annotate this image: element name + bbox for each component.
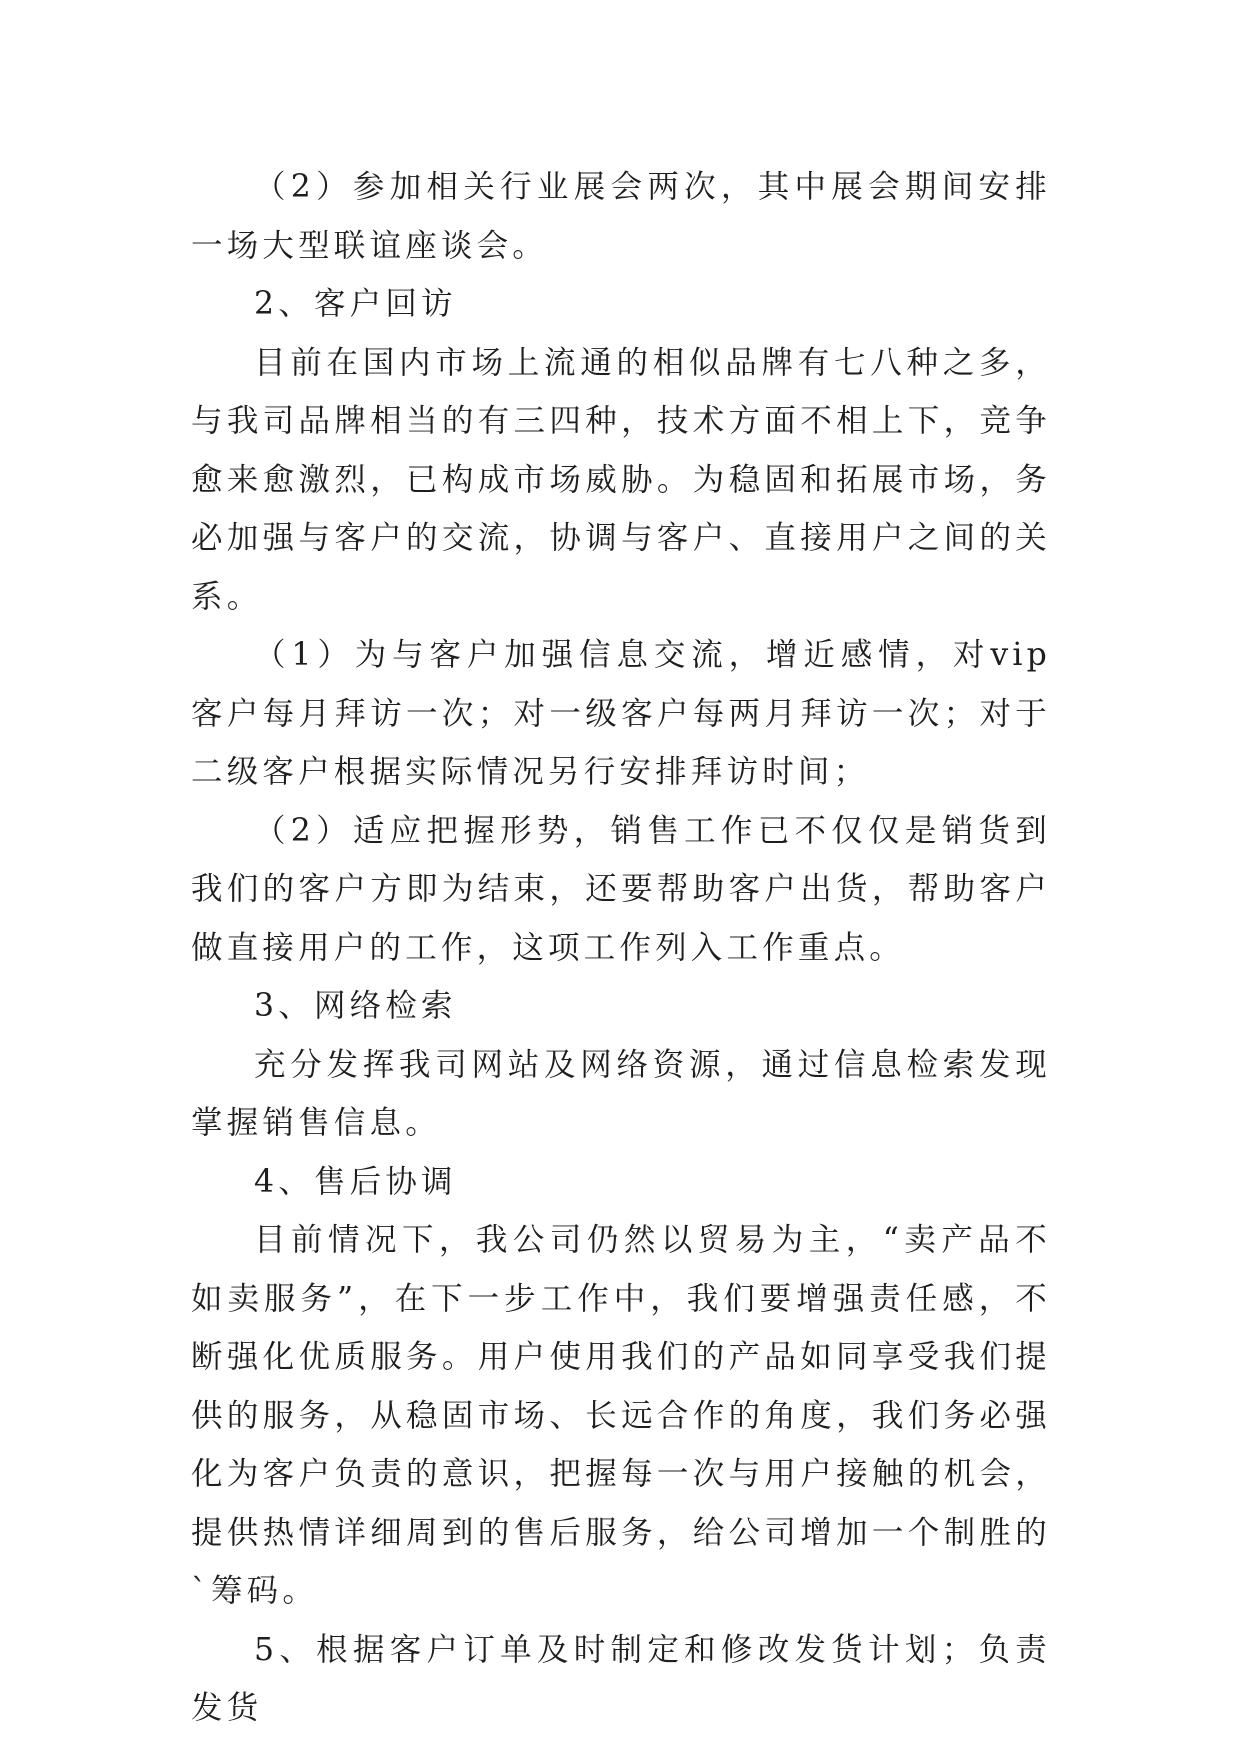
section-heading-customer-visit: 2、客户回访 <box>254 286 457 322</box>
paragraph-after-sales-service: 目前情况下，我公司仍然以贸易为主，“卖产品不如卖服务”，在下一步工作中，我们要增强责任感，不断强化优质服务。用户使用我们的产品如同享受我们提供的服务，从稳固市场、长远合作的角度，我们务必强化为客户负责的意识，把握每一次与用户接触的机会，提供热情详细周到的售后服务，给公司增加一个制胜的`筹码。 <box>191 1222 1051 1609</box>
paragraph-visit-schedule: （1）为与客户加强信息交流，增近感情，对vip客户每月拜访一次；对一级客户每两月拜访一次；对于二级客户根据实际情况另行安排拜访时间； <box>191 637 1051 790</box>
paragraph-exhibition: （2）参加相关行业展会两次，其中展会期间安排一场大型联谊座谈会。 <box>191 169 1051 264</box>
document-body <box>191 158 1051 1738</box>
section-heading-after-sales: 4、售后协调 <box>254 1163 457 1200</box>
paragraph-adapt-situation: （2）适应把握形势，销售工作已不仅仅是销货到我们的客户方即为结束，还要帮助客户出货，帮助客户做直接用户的工作，这项工作列入工作重点。 <box>191 812 1051 966</box>
paragraph-network-resources: 充分发挥我司网站及网络资源，通过信息检索发现掌握销售信息。 <box>191 1046 1051 1141</box>
section-heading-network-search: 3、网络检索 <box>254 988 457 1024</box>
paragraph-delivery-plan: 5、根据客户订单及时制定和修改发货计划；负责发货 <box>191 1631 1051 1726</box>
paragraph-market-competition: 目前在国内市场上流通的相似品牌有七八种之多，与我司品牌相当的有三四种，技术方面不相上下，竞争愈来愈激烈，已构成市场威胁。为稳固和拓展市场，务必加强与客户的交流，协调与客户、直接用户之间的关系。 <box>191 344 1051 615</box>
